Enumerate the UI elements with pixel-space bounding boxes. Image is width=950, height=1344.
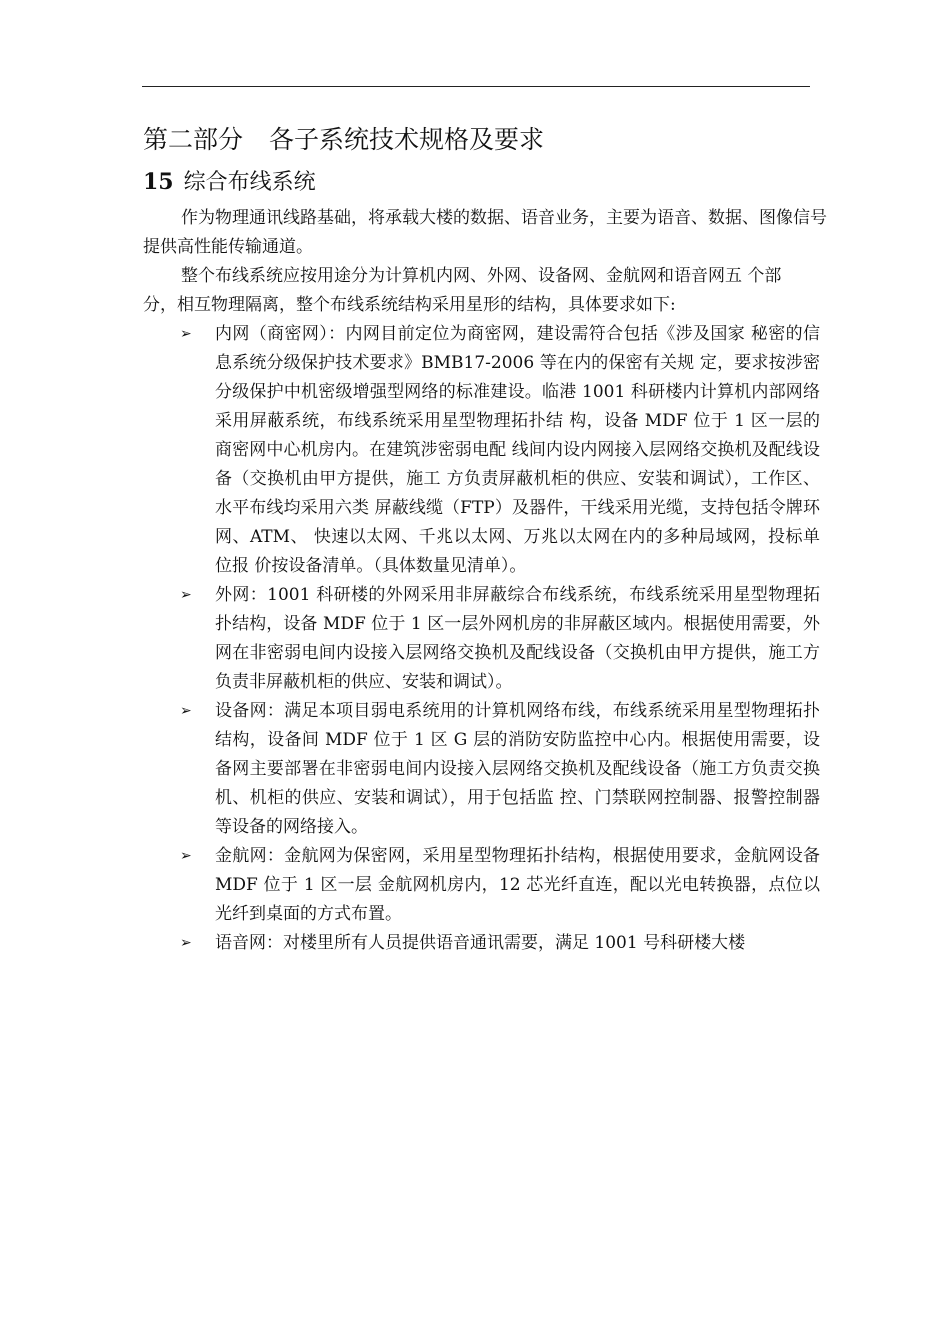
- arrow-bullet-icon: ➢: [180, 587, 192, 603]
- arrow-bullet-icon: ➢: [180, 703, 192, 719]
- part-title: [143, 122, 544, 158]
- structure-paragraph: 整个布线系统应按用途分为计算机内网、外网、设备网、金航网和语音网五 个部分，相互物理隔离，整个布线系统结构采用星形的结构，具体要求如下:: [143, 266, 782, 315]
- list-item-device-network: [180, 697, 820, 842]
- header-rule: [142, 86, 810, 87]
- list-item-extranet: [180, 581, 820, 697]
- section-heading: 综合布线系统: [183, 170, 316, 195]
- part-label: 第二部分: [143, 125, 244, 154]
- part-heading: 各子系统技术规格及要求: [269, 125, 545, 154]
- list-item-text: 外网：1001 科研楼的外网采用非屏蔽综合布线系统，布线系统采用星型物理拓扑结构，设备 MDF 位于 1 区一层外网机房的非屏蔽区域内。根据使用需要，外网在非密弱电间内设接入层网络交换机及配线设备（交换机由甲方提供，施工方负责非屏蔽机柜的供应、安装和调试）。: [215, 585, 820, 692]
- list-item-voice-network: [180, 929, 820, 958]
- section-number: 15: [143, 169, 174, 195]
- arrow-bullet-icon: ➢: [180, 848, 192, 864]
- list-item-jinhang-network: [180, 842, 820, 929]
- list-item-text: 设备网：满足本项目弱电系统用的计算机网络布线，布线系统采用星型物理拓扑结构，设备间 MDF 位于 1 区 G 层的消防安防监控中心内。根据使用需要，设备网主要部署在非密弱电间内设接入层网络交换机及配线设备（施工方负责交换机、机柜的供应、安装和调试），用于包括监 控、门禁联网控制器、报警控制器等设备的网络接入。: [215, 701, 820, 837]
- list-item-intranet: [180, 320, 820, 581]
- network-list: [180, 320, 820, 958]
- arrow-bullet-icon: ➢: [180, 326, 192, 342]
- arrow-bullet-icon: ➢: [180, 935, 192, 951]
- intro-paragraph: 作为物理通讯线路基础，将承载大楼的数据、语音业务，主要为语音、数据、图像信号提供高性能传输通道。: [143, 208, 827, 257]
- list-item-text: 语音网：对楼里所有人员提供语音通讯需要，满足 1001 号科研楼大楼: [215, 933, 746, 953]
- list-item-text: 金航网：金航网为保密网，采用星型物理拓扑结构，根据使用要求，金航网设备 MDF 位于 1 区一层 金航网机房内，12 芯光纤直连，配以光电转换器，点位以光纤到桌面的方式布置。: [215, 846, 820, 924]
- section-title: [143, 166, 316, 199]
- list-item-text: 内网（商密网）：内网目前定位为商密网，建设需符合包括《涉及国家 秘密的信息系统分级保护技术要求》BMB17-2006 等在内的保密有关规 定，要求按涉密分级保护中机密级增强型网络的标准建设。临港 1001 科研楼内计算机内部网络采用屏蔽系统，布线系统采用星型物理拓扑结 构，设备 MDF 位于 1 区一层的商密网中心机房内。在建筑涉密弱电配 线间内设内网接入层网络交换机及配线设备（交换机由甲方提供，施工 方负责屏蔽机柜的供应、安装和调试），工作区、水平布线均采用六类 屏蔽线缆（FTP）及器件，干线采用光缆，支持包括令牌环网、ATM、 快速以太网、千兆以太网、万兆以太网在内的多种局域网，投标单位报 价按设备清单。（具体数量见清单）。: [215, 324, 820, 576]
